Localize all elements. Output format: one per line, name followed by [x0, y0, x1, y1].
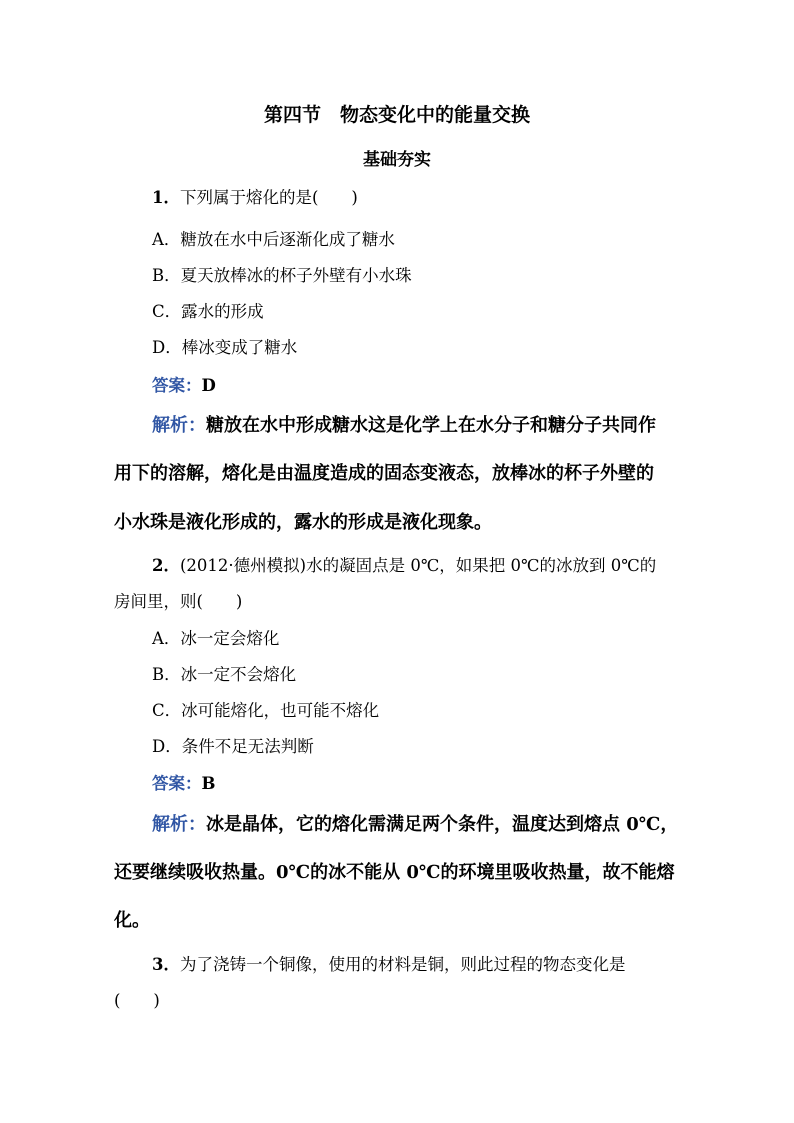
answer-value: B: [201, 774, 216, 793]
question-2-option-a: A．冰一定会熔化: [152, 629, 280, 648]
question-2-text-line-2: 房间里，则( ): [114, 592, 243, 611]
question-3-stem: [152, 953, 625, 977]
question-1-text: 下列属于熔化的是( ): [179, 188, 358, 207]
analysis-label: 解析：: [152, 415, 206, 436]
section-subtitle: 基础夯实: [363, 150, 431, 170]
question-1-option-d: D．棒冰变成了糖水: [152, 338, 298, 357]
question-2-option-c: C．冰可能熔化，也可能不熔化: [152, 701, 380, 720]
question-1-option-c: C．露水的形成: [152, 302, 264, 321]
question-1-option-a: A．糖放在水中后逐渐化成了糖水: [152, 230, 395, 249]
answer-label: 答案：: [152, 376, 202, 395]
question-3-text-line-1: 为了浇铸一个铜像，使用的材料是铜，则此过程的物态变化是: [179, 955, 626, 974]
question-2-stem: [152, 554, 656, 578]
question-1-analysis-line-3: 小水珠是液化形成的，露水的形成是液化现象。: [114, 512, 492, 533]
question-1-analysis-line-2: 用下的溶解，熔化是由温度造成的固态变液态，放棒冰的杯子外壁的: [114, 463, 654, 484]
question-2-option-d: D．条件不足无法判断: [152, 737, 314, 756]
section-title: 第四节 物态变化中的能量交换: [263, 104, 530, 126]
answer-value: D: [201, 376, 216, 395]
analysis-label: 解析：: [152, 814, 206, 835]
question-2-text-line-1: (2012·德州模拟)水的凝固点是 0℃，如果把 0℃的冰放到 0℃的: [179, 556, 657, 575]
question-1-option-b: B．夏天放棒冰的杯子外壁有小水珠: [152, 266, 412, 285]
question-2-number: 2．: [152, 556, 180, 575]
question-1-number: 1．: [152, 188, 180, 207]
question-3-text-line-2: ( ): [114, 991, 160, 1010]
analysis-text: 冰是晶体，它的熔化需满足两个条件，温度达到熔点 0℃，: [206, 814, 679, 835]
question-2-analysis-line-1: [152, 813, 678, 837]
question-1-stem: [152, 186, 358, 210]
question-1-analysis-line-1: [152, 414, 656, 438]
answer-label: 答案：: [152, 774, 202, 793]
question-2-option-b: B．冰一定不会熔化: [152, 665, 297, 684]
question-2-analysis-line-2: 还要继续吸收热量。0℃的冰不能从 0℃的环境里吸收热量，故不能熔: [114, 862, 675, 883]
question-2-analysis-line-3: 化。: [114, 910, 150, 931]
analysis-text: 糖放在水中形成糖水这是化学上在水分子和糖分子共同作: [206, 415, 656, 436]
question-1-answer: [152, 374, 216, 398]
question-3-number: 3．: [152, 955, 180, 974]
question-2-answer: [152, 772, 215, 796]
